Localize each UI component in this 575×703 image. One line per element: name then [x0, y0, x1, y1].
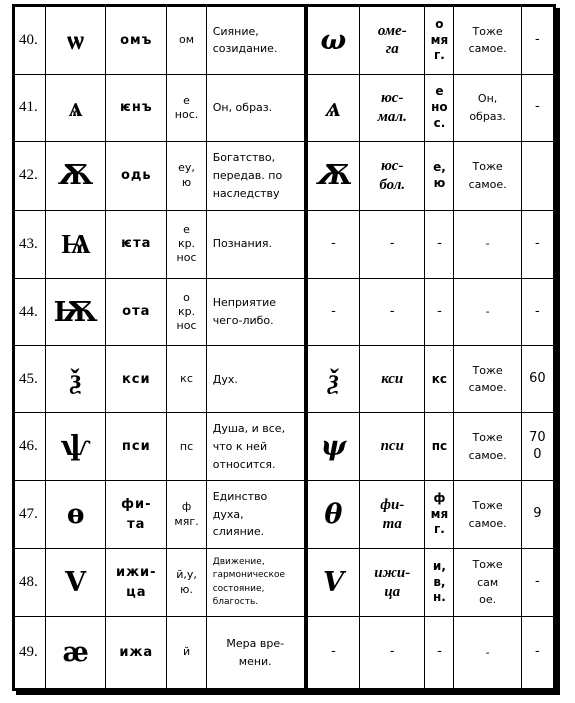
letter-sound: кс: [167, 346, 206, 413]
table-row: [15, 549, 554, 617]
table-row: [15, 7, 554, 75]
modern-letter-name: оме- га: [360, 7, 425, 75]
row-number: 43.: [15, 210, 46, 278]
numeric-value: -: [521, 210, 553, 278]
letter-meaning: Познания.: [206, 210, 306, 278]
modern-letter-glyph: ѧ: [306, 74, 360, 141]
letter-name: ѥта: [106, 210, 167, 278]
letter-name: ижи- ца: [106, 549, 167, 617]
numeric-value: 9: [521, 481, 553, 549]
modern-letter-sound: и, в, н.: [425, 549, 454, 617]
letter-name: ота: [106, 278, 167, 346]
numeric-value: -: [521, 74, 553, 141]
letter-sound: пс: [167, 413, 206, 481]
modern-letter-meaning: Он, образ.: [454, 74, 521, 141]
modern-letter-glyph: V: [306, 549, 360, 617]
modern-letter-glyph: -: [306, 278, 360, 346]
table-row: [15, 413, 554, 481]
modern-letter-meaning: Тоже сам ое.: [454, 549, 521, 617]
letter-name: пси: [106, 413, 167, 481]
modern-letter-name: -: [360, 278, 425, 346]
letter-sound: о кр. нос: [167, 278, 206, 346]
numeric-value: -: [521, 7, 553, 75]
letter-name: одь: [106, 141, 167, 210]
row-number: 47.: [15, 481, 46, 549]
modern-letter-name: ижи- ца: [360, 549, 425, 617]
table-row: [15, 74, 554, 141]
numeric-value: [521, 141, 553, 210]
alphabet-table-frame: [12, 4, 556, 691]
letter-meaning: Он, образ.: [206, 74, 306, 141]
table-row: [15, 278, 554, 346]
numeric-value: 70 0: [521, 413, 553, 481]
slavonic-letter-glyph: Ѫ: [46, 141, 106, 210]
modern-letter-meaning: Тоже самое.: [454, 141, 521, 210]
modern-letter-name: -: [360, 210, 425, 278]
letter-name: ижа: [106, 617, 167, 689]
modern-letter-name: кси: [360, 346, 425, 413]
table-row: [15, 617, 554, 689]
modern-letter-glyph: ψ: [306, 413, 360, 481]
letter-meaning: Богатство, передав. по наследству: [206, 141, 306, 210]
table-row: [15, 346, 554, 413]
letter-sound: й,у, ю.: [167, 549, 206, 617]
numeric-value: -: [521, 617, 553, 689]
numeric-value: -: [521, 278, 553, 346]
table-row: [15, 141, 554, 210]
modern-letter-meaning: Тоже самое.: [454, 481, 521, 549]
modern-letter-meaning: -: [454, 278, 521, 346]
table-row: [15, 210, 554, 278]
row-number: 48.: [15, 549, 46, 617]
row-number: 46.: [15, 413, 46, 481]
letter-meaning: Движение, гармоническое состояние, благость.: [206, 549, 306, 617]
modern-letter-glyph: θ: [306, 481, 360, 549]
letter-sound: е нос.: [167, 74, 206, 141]
modern-letter-name: юс- мал.: [360, 74, 425, 141]
letter-sound: ф мяг.: [167, 481, 206, 549]
row-number: 49.: [15, 617, 46, 689]
letter-meaning: Сияние, созидание.: [206, 7, 306, 75]
letter-name: фи- та: [106, 481, 167, 549]
slavonic-letter-glyph: Ѭ: [46, 278, 106, 346]
modern-letter-sound: -: [425, 617, 454, 689]
numeric-value: 60: [521, 346, 553, 413]
modern-letter-sound: о мя г.: [425, 7, 454, 75]
slavonic-letter-glyph: ѧ: [46, 74, 106, 141]
slavonic-letter-glyph: V: [46, 549, 106, 617]
letter-meaning: Душа, и все, что к ней относится.: [206, 413, 306, 481]
modern-letter-name: фи- та: [360, 481, 425, 549]
modern-letter-meaning: Тоже самое.: [454, 7, 521, 75]
modern-letter-glyph: Ѫ: [306, 141, 360, 210]
alphabet-table: [14, 6, 554, 689]
letter-name: ѥнъ: [106, 74, 167, 141]
modern-letter-name: пси: [360, 413, 425, 481]
modern-letter-glyph: ѯ: [306, 346, 360, 413]
modern-letter-sound: -: [425, 278, 454, 346]
numeric-value: -: [521, 549, 553, 617]
modern-letter-sound: пс: [425, 413, 454, 481]
modern-letter-glyph: ω: [306, 7, 360, 75]
slavonic-letter-glyph: ѡ: [46, 7, 106, 75]
modern-letter-sound: е, ю: [425, 141, 454, 210]
row-number: 44.: [15, 278, 46, 346]
modern-letter-name: юс- бол.: [360, 141, 425, 210]
letter-meaning: Неприятие чего-либо.: [206, 278, 306, 346]
modern-letter-sound: -: [425, 210, 454, 278]
letter-sound: еу, ю: [167, 141, 206, 210]
slavonic-letter-glyph: ѳ: [46, 481, 106, 549]
row-number: 41.: [15, 74, 46, 141]
letter-sound: ом: [167, 7, 206, 75]
modern-letter-sound: кс: [425, 346, 454, 413]
modern-letter-sound: ф мя г.: [425, 481, 454, 549]
slavonic-letter-glyph: ѱ: [46, 413, 106, 481]
letter-meaning: Единство духа, слияние.: [206, 481, 306, 549]
modern-letter-sound: е но с.: [425, 74, 454, 141]
letter-sound: е кр. нос: [167, 210, 206, 278]
table-shadow-right: [556, 8, 560, 695]
slavonic-letter-glyph: ѯ: [46, 346, 106, 413]
row-number: 40.: [15, 7, 46, 75]
slavonic-letter-glyph: Ѩ: [46, 210, 106, 278]
modern-letter-glyph: -: [306, 617, 360, 689]
slavonic-letter-glyph: æ: [46, 617, 106, 689]
row-number: 42.: [15, 141, 46, 210]
modern-letter-meaning: -: [454, 617, 521, 689]
modern-letter-name: -: [360, 617, 425, 689]
modern-letter-glyph: -: [306, 210, 360, 278]
row-number: 45.: [15, 346, 46, 413]
letter-meaning: Дух.: [206, 346, 306, 413]
letter-name: кси: [106, 346, 167, 413]
letter-name: омъ: [106, 7, 167, 75]
modern-letter-meaning: Тоже самое.: [454, 413, 521, 481]
modern-letter-meaning: Тоже самое.: [454, 346, 521, 413]
table-shadow-bottom: [16, 691, 560, 695]
letter-sound: й: [167, 617, 206, 689]
letter-meaning: Мера вре- мени.: [206, 617, 306, 689]
modern-letter-meaning: -: [454, 210, 521, 278]
table-row: [15, 481, 554, 549]
